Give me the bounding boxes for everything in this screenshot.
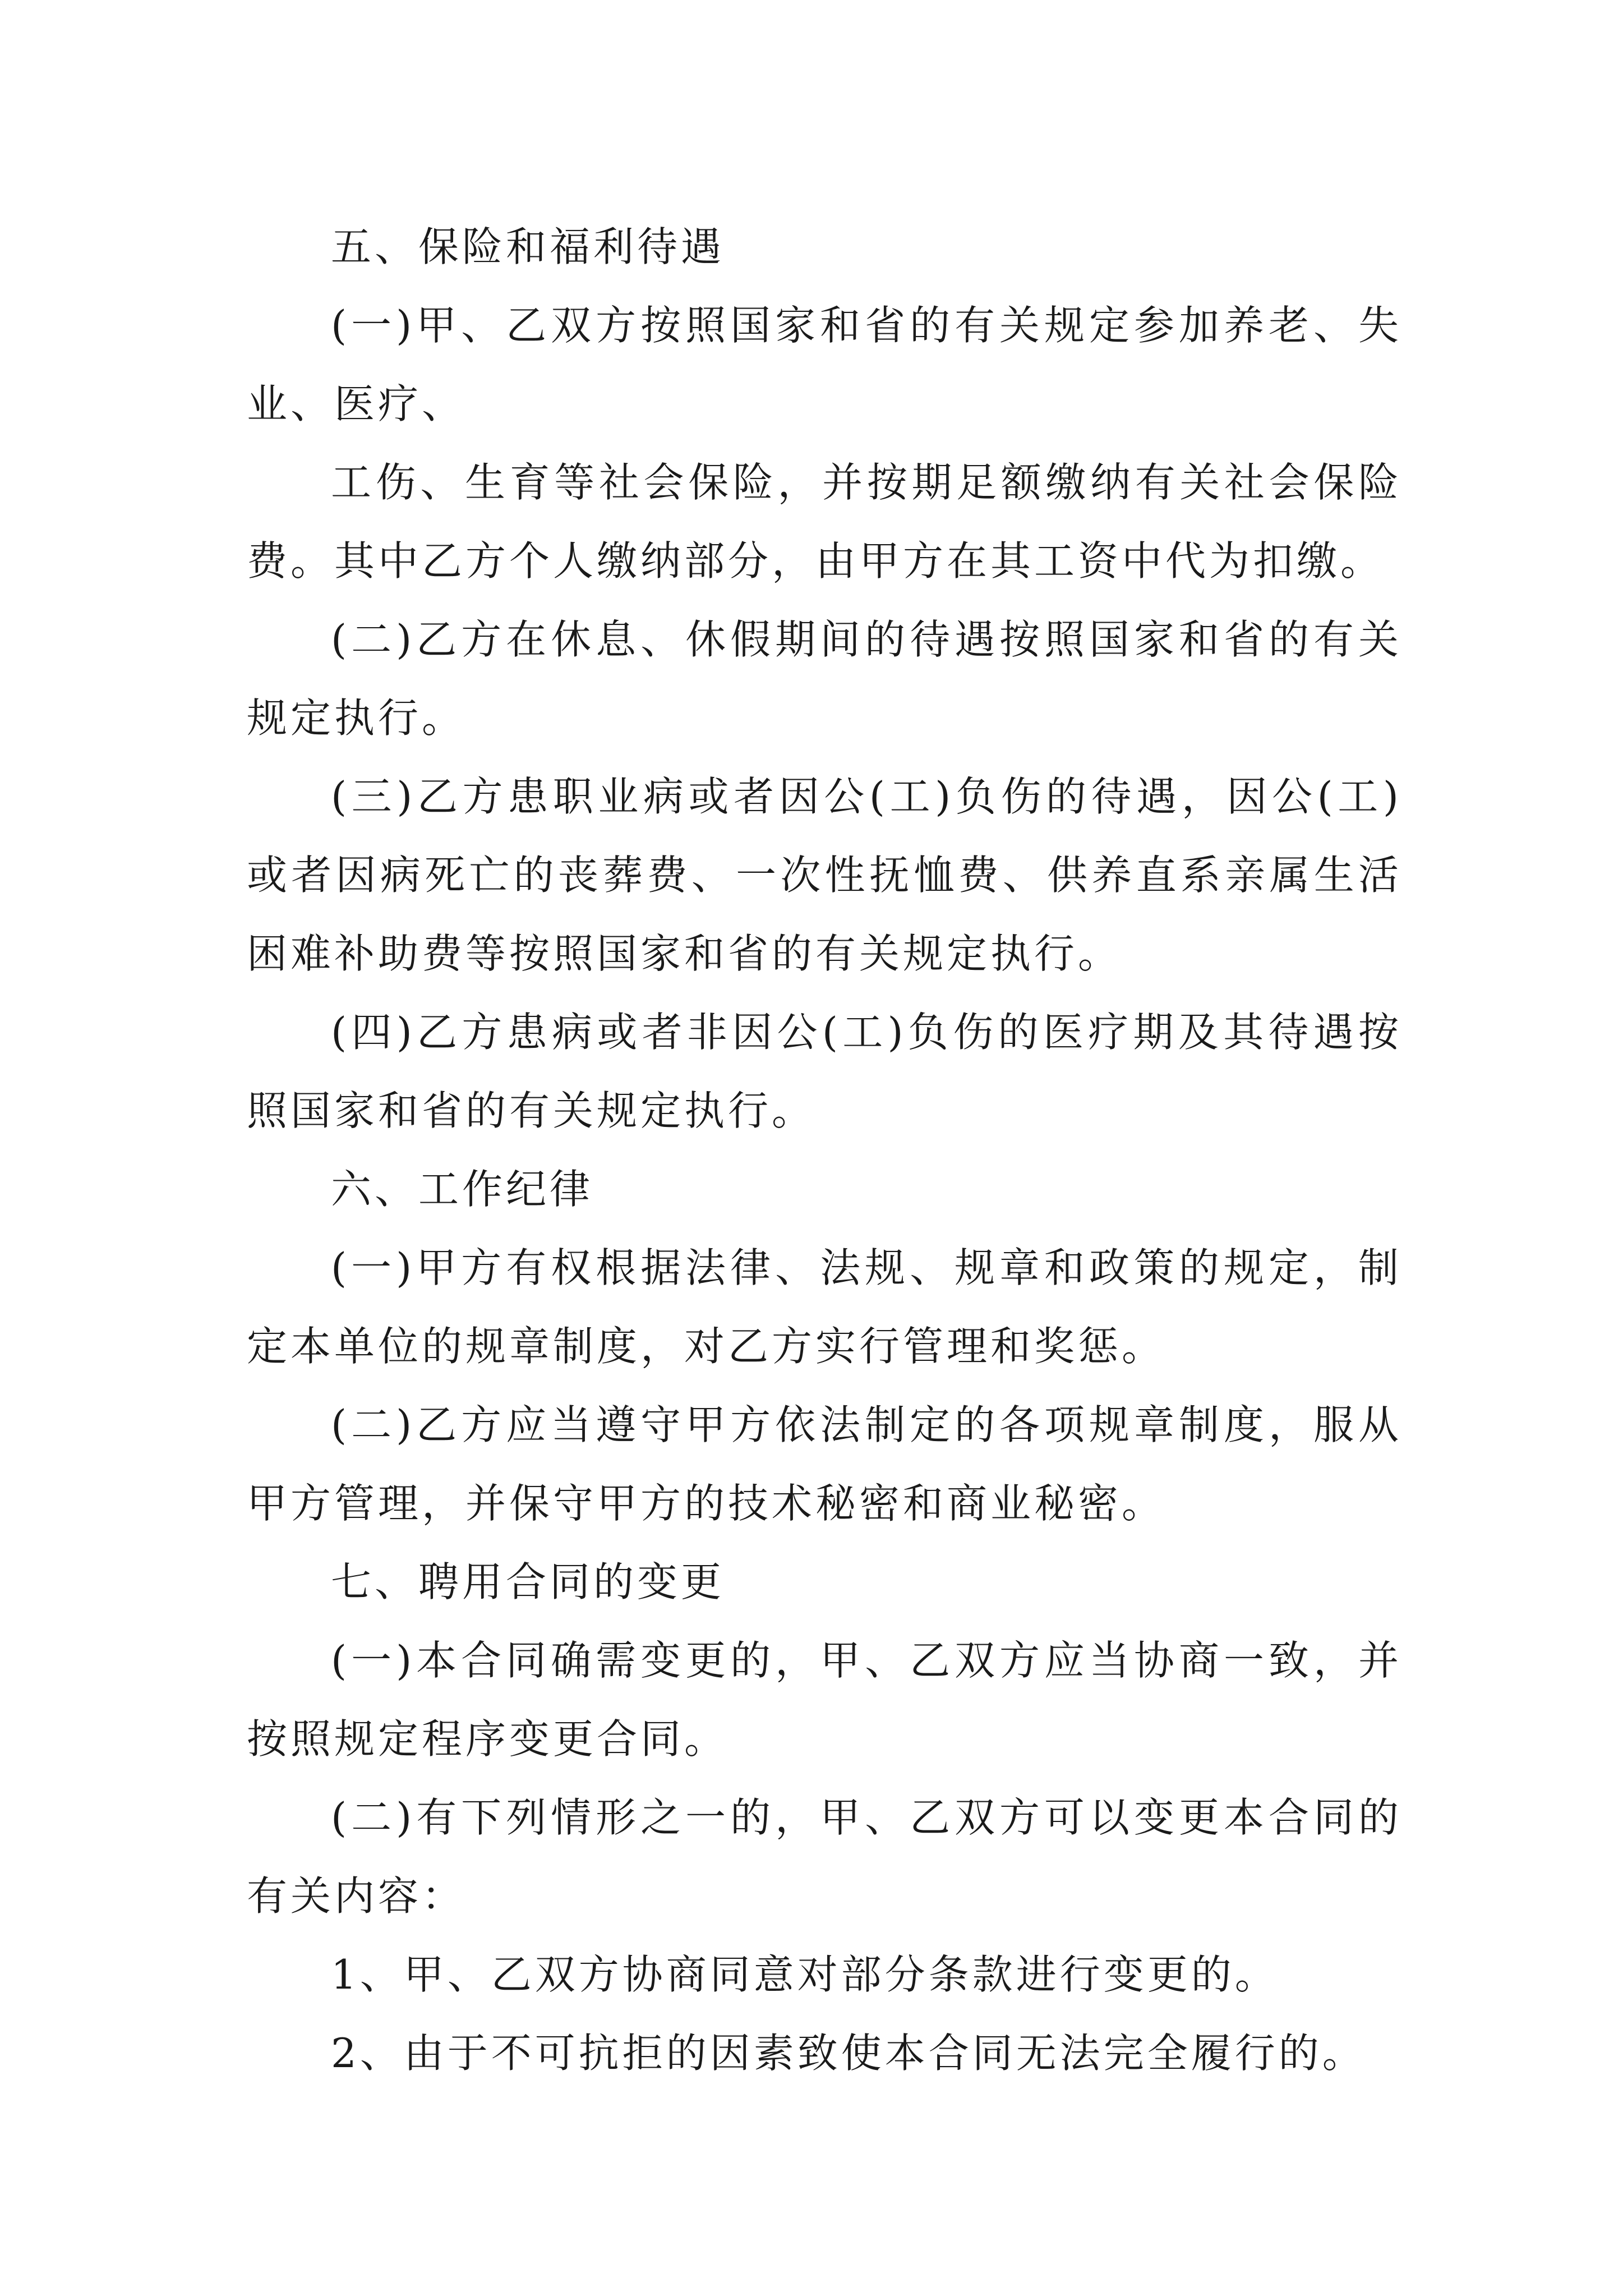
section-heading-insurance: 五、保险和福利待遇 bbox=[331, 223, 725, 270]
document-body bbox=[247, 208, 1402, 2092]
paragraph-insurance-3: (三)乙方患职业病或者因公(工)负伤的待遇，因公(工)或者因病死亡的丧葬费、一次性抚恤费、供养直系亲属生活困难补助费等按照国家和省的有关规定执行。 bbox=[247, 773, 1402, 977]
paragraph-discipline-1: (一)甲方有权根据法律、法规、规章和政策的规定，制定本单位的规章制度，对乙方实行管理和奖惩。 bbox=[247, 1244, 1402, 1370]
section-heading-contract-change: 七、聘用合同的变更 bbox=[331, 1558, 725, 1605]
section-heading-discipline: 六、工作纪律 bbox=[331, 1166, 594, 1213]
paragraph-insurance-4: (四)乙方患病或者非因公(工)负伤的医疗期及其待遇按照国家和省的有关规定执行。 bbox=[247, 1009, 1402, 1134]
list-item-change-1: 1、甲、乙双方协商同意对部分条款进行变更的。 bbox=[331, 1951, 1279, 1998]
paragraph-insurance-2: (二)乙方在休息、休假期间的待遇按照国家和省的有关规定执行。 bbox=[247, 616, 1402, 742]
paragraph-insurance-1-part-b: 工伤、生育等社会保险，并按期足额缴纳有关社会保险费。其中乙方个人缴纳部分，由甲方在其工资中代为扣缴。 bbox=[247, 459, 1402, 585]
list-item-change-2: 2、由于不可抗拒的因素致使本合同无法完全履行的。 bbox=[331, 2030, 1366, 2077]
paragraph-change-1: (一)本合同确需变更的，甲、乙双方应当协商一致，并按照规定程序变更合同。 bbox=[247, 1637, 1402, 1763]
paragraph-insurance-1-part-a: (一)甲、乙双方按照国家和省的有关规定参加养老、失业、医疗、 bbox=[247, 302, 1402, 427]
paragraph-change-2: (二)有下列情形之一的，甲、乙双方可以变更本合同的有关内容： bbox=[247, 1794, 1402, 1920]
paragraph-discipline-2: (二)乙方应当遵守甲方依法制定的各项规章制度，服从甲方管理，并保守甲方的技术秘密和商业秘密。 bbox=[247, 1401, 1402, 1527]
